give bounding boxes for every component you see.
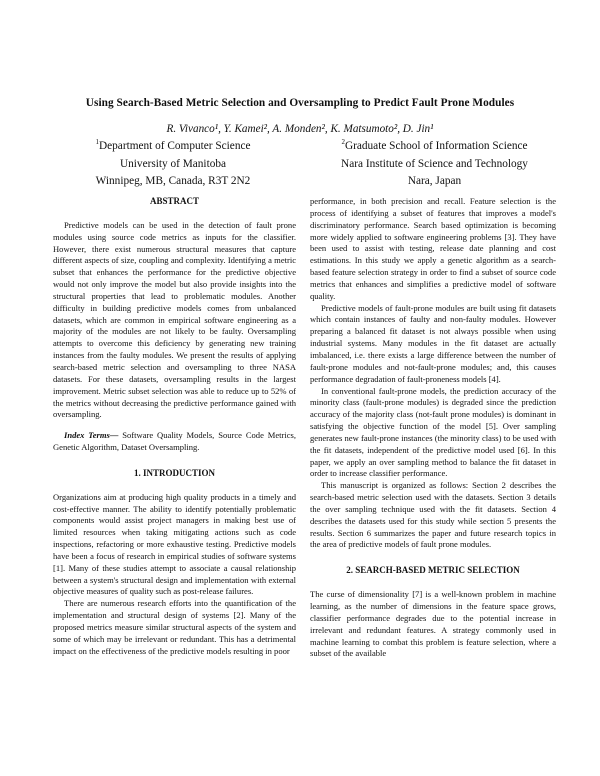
section-heading-metric-selection: 2. SEARCH-BASED METRIC SELECTION: [346, 565, 520, 576]
right-column: [310, 196, 556, 660]
affiliation-line: [58, 138, 288, 156]
intro-paragraph: performance, in both precision and recall. Feature selection is the process of identifying a subset of features that improves a model's discriminatory performance. Search based optimization is becoming more widely applied to software engineering problems [3]. They have been used to assist with testing, release date planning and cost estimations. In this study we apply a genetic algorithm as a search-based feature selection strategy in order to find a subset of source code metrics that enhances and simplifies a predictive model of software quality.: [310, 196, 556, 301]
affiliation-address: Nara, Japan: [407, 175, 462, 187]
affiliation-department: Graduate School of Information Science: [344, 140, 528, 152]
affiliation-1: [58, 138, 288, 191]
affiliation-marker: 1: [95, 138, 99, 147]
intro-paragraph: In conventional fault-prone models, the prediction accuracy of the minority class (fault-prone modules) is degraded since the prediction accuracy of the majority class (not-fault prone modules) is dominant in satisfying the objective function of the model [5]. Over sampling generates new fault-prone instances (the minority class) to be used with the fit datasets, independent of the predictive model used [6]. In this paper, we apply an over sampling method to balance the fit dataset in order to increase classifier performance.: [310, 385, 556, 479]
abstract-text: Predictive models can be used in the detection of fault prone modules using source code metrics as inputs for the classifier. However, there exist numerous structural measures that capture different aspects of size, coupling and complexity. Identifying a metric subset that enhances the performance for the predictive objective would not only improve the model but also provide insights into the structural properties that lead to problematic modules. Another difficulty in building predictive models comes from unbalanced datasets, which are common in empirical software engineering as a majority of the modules are not likely to be faulty. Oversampling attempts to overcome this deficiency by generating new training instances from the faulty modules. We present the results of applying search-based metric selection and oversampling to three NASA datasets. For these datasets, oversampling results in the largest improvement. Metric subset selection was able to reduce up to 52% of the metrics without decreasing the predictive performance gained with oversampling.: [53, 219, 296, 420]
index-terms-label: Index Terms—: [64, 430, 119, 441]
left-column: [53, 196, 296, 658]
affiliation-line: [312, 138, 557, 156]
abstract-heading: ABSTRACT: [149, 196, 199, 206]
affiliation-department: Department of Computer Science: [98, 140, 251, 152]
paper-title: Using Search-Based Metric Selection and Oversampling to Predict Fault Prone Modules: [85, 97, 515, 109]
affiliation-institution: Nara Institute of Science and Technology: [341, 157, 528, 170]
intro-paragraph: There are numerous research efforts into the quantification of the implementation and structural design of systems [2]. Many of the proposed metrics measure similar structural aspects of the system and some of which may be irrelevant or redundant. This has a detrimental impact on the effectiveness of the predictive models resulting in poor: [53, 598, 296, 656]
affiliation-institution: University of Manitoba: [119, 157, 227, 170]
affiliation-2: [312, 138, 557, 191]
author-list: R. Vivanco¹, Y. Kamei², A. Monden², K. Matsumoto², D. Jin¹: [166, 123, 434, 135]
intro-paragraph: Organizations aim at producing high quality products in a timely and cost-effective manner. The ability to identify potentially problematic components would assist project managers in making best use of limited resources when taking mitigating actions such as code inspections, refactoring or more exhaustive testing. Predictive models have been a focus of research in empirical studies of software systems [1]. Many of these studies attempt to associate a causal relationship between a system's structural design and implementation with external objective measures of quality such as post-release failures.: [53, 491, 296, 597]
section-heading-introduction: 1. INTRODUCTION: [133, 467, 215, 478]
index-terms-text: Software Quality Models, Source Code Metrics, Genetic Algorithm, Dataset Oversampling.: [53, 430, 296, 453]
affiliation-address: Winnipeg, MB, Canada, R3T 2N2: [95, 175, 251, 187]
affiliation-marker: 2: [341, 138, 345, 147]
intro-paragraph: Predictive models of fault-prone modules are built using fit datasets which contain instances of faulty and non-faulty modules. However preparing a balanced fit dataset is not always possible when using industrial systems. Many modules in the fit dataset are actually imbalanced, i.e. there exists a large difference between the number of fault-prone modules and not-fault-prone modules; and, this causes performance degradation of fault-proneness models [4].: [310, 302, 556, 384]
intro-paragraph: This manuscript is organized as follows: Section 2 describes the search-based metric selection used with the datasets. Section 3 details the over sampling technique used with the fit datasets. Section 4 describes the datasets used for this study while section 5 presents the results. Section 6 summarizes the paper and future research topics in the area of predictive models of fault prone modules.: [310, 480, 556, 550]
metric-selection-paragraph: The curse of dimensionality [7] is a well-known problem in machine learning, as the number of dimensions in the feature space grows, classifier performance degrades due to the potential increase in irrelevant and redundant features. A strategy commonly used in machine learning to combat this problem is feature selection, where a subset of the available: [310, 589, 556, 659]
index-terms: [53, 430, 296, 454]
